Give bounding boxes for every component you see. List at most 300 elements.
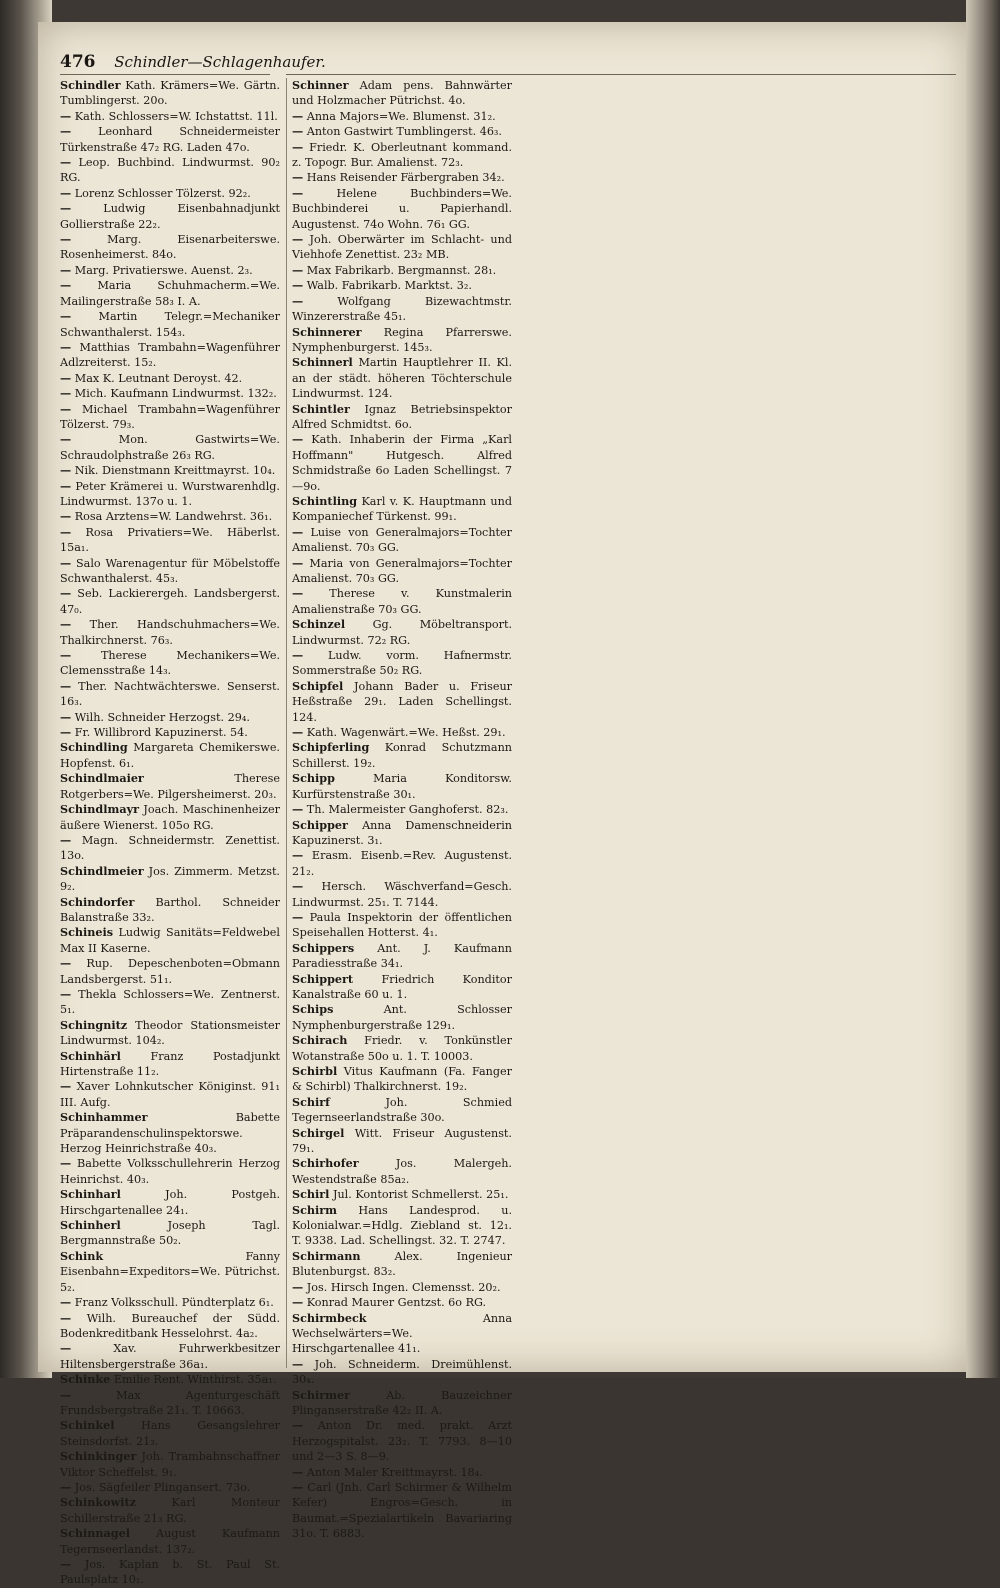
entry-surname: — bbox=[292, 524, 304, 539]
entry-surname: Schinherl bbox=[60, 1218, 121, 1233]
directory-entry bbox=[292, 1203, 512, 1249]
entry-details: Rup. Depeschenboten=Obmann Landsbergerst. 51₁. bbox=[60, 957, 280, 986]
directory-entry bbox=[60, 1187, 280, 1218]
entry-details: Friedrich Konditor Kanalstraße 60 u. 1. bbox=[292, 972, 512, 1001]
entry-details: Jos. Malergeh. Westendstraße 85a₂. bbox=[292, 1157, 512, 1186]
directory-entry bbox=[60, 1526, 280, 1557]
entry-details: Anton Gastwirt Tumblingerst. 46₃. bbox=[303, 125, 502, 139]
entry-details: Ant. Schlosser Nymphenburgerstraße 129₁. bbox=[292, 1003, 512, 1032]
entry-surname: — bbox=[292, 232, 304, 247]
entry-surname: — bbox=[292, 1479, 304, 1494]
entry-surname: Schippers bbox=[292, 940, 355, 955]
entry-details: Alex. Ingenieur Blutenburgst. 83₂. bbox=[292, 1249, 512, 1279]
directory-entry bbox=[292, 1418, 512, 1464]
entry-surname: Schirmann bbox=[292, 1248, 361, 1263]
entry-details: Franz Volksschull. Pündterplatz 6₁. bbox=[71, 1296, 274, 1310]
entry-surname: Schindling bbox=[60, 740, 128, 755]
entry-details: Kath. Wagenwärt.=We. Heßst. 29₁. bbox=[303, 726, 506, 740]
directory-entry bbox=[292, 1033, 512, 1064]
entry-surname: — bbox=[60, 956, 72, 971]
entry-surname: Schintling bbox=[292, 493, 358, 508]
entry-details: Babette Volksschullehrerin Herzog Heinrichst. 40₃. bbox=[60, 1157, 280, 1186]
entry-details: Babette Präparandenschulinspektorswe. Herzog Heinrichstraße 40₃. bbox=[60, 1111, 280, 1156]
entry-details: Xaver Lohnkutscher Königinst. 91₁ III. Aufg. bbox=[60, 1080, 280, 1109]
entry-details: Martin Telegr.=Mechaniker Schwanthalerst. 154₃. bbox=[60, 310, 280, 339]
entry-details: Carl (Jnh. Carl Schirmer & Wilhelm Kefer) Engros=Gesch. in Baumat.=Spezialartikeln Bavariaring 31o. T. 6883. bbox=[292, 1480, 512, 1541]
entry-surname: — bbox=[60, 108, 72, 123]
header-rule-left bbox=[60, 74, 270, 75]
entry-details: Konrad Maurer Gentzst. 6o RG. bbox=[303, 1296, 487, 1310]
entry-details: Max Agenturgeschäft Frundsbergstraße 21₁. T. 10663. bbox=[60, 1388, 280, 1417]
entry-surname: Schindlmaier bbox=[60, 771, 144, 786]
entry-details: Matthias Trambahn=Wagenführer Adlzreiterst. 15₂. bbox=[60, 340, 280, 370]
entry-surname: Schinkowitz bbox=[60, 1495, 137, 1510]
entry-details: Joach. Maschinenheizer äußere Wienerst. 105o RG. bbox=[60, 803, 280, 832]
directory-entry bbox=[60, 864, 280, 895]
entry-surname: — bbox=[60, 1387, 72, 1402]
entry-surname: — bbox=[292, 293, 304, 308]
directory-entry bbox=[60, 1311, 280, 1342]
entry-details: Anton Maler Kreittmayrst. 18₄. bbox=[303, 1465, 483, 1479]
entry-details: Magn. Schneidermstr. Zenettist. 13o. bbox=[60, 833, 280, 863]
directory-entry bbox=[60, 340, 280, 371]
running-head: Schindler—Schlagenhaufer. bbox=[114, 53, 326, 71]
entry-details: Johann Bader u. Friseur Heßstraße 29₁. Laden Schellingst. 124. bbox=[292, 679, 512, 724]
directory-entry bbox=[60, 1372, 280, 1387]
entry-details: Xav. Fuhrwerkbesitzer Hiltensbergerstraße 36a₁. bbox=[60, 1342, 280, 1371]
entry-surname: Schirf bbox=[292, 1094, 330, 1109]
directory-entry bbox=[292, 124, 512, 139]
entry-details: Mon. Gastwirts=We. Schraudolphstraße 26₃ RG. bbox=[60, 433, 280, 462]
entry-surname: — bbox=[60, 648, 72, 663]
directory-entry bbox=[292, 1480, 512, 1542]
directory-entry bbox=[60, 309, 280, 340]
directory-entry bbox=[292, 771, 512, 802]
page-header bbox=[60, 52, 326, 72]
entry-details: Franz Postadjunkt Hirtenstraße 11₂. bbox=[60, 1049, 280, 1078]
directory-entry bbox=[292, 186, 512, 232]
entry-surname: Schinnagel bbox=[60, 1526, 130, 1541]
entry-surname: — bbox=[60, 232, 72, 247]
directory-column-2 bbox=[292, 78, 512, 1542]
entry-details: Paula Inspektorin der öffentlichen Speisehallen Hotterst. 4₁. bbox=[292, 910, 512, 940]
entry-details: Margareta Chemikerswe. Hopfenst. 6₁. bbox=[60, 741, 280, 770]
directory-entry bbox=[60, 386, 280, 401]
entry-details: Maria von Generalmajors=Tochter Amalienst. 70₃ GG. bbox=[292, 556, 512, 585]
entry-surname: Schinnerl bbox=[292, 355, 353, 370]
directory-entry bbox=[292, 1311, 512, 1357]
entry-surname: Schirmer bbox=[292, 1387, 351, 1402]
entry-details: Hans Landesprod. u. Kolonialwar.=Hdlg. Ziebland st. 12₁. T. 9338. Lad. Schellingst. 32. T. 2747. bbox=[292, 1203, 512, 1248]
entry-surname: — bbox=[292, 586, 304, 601]
directory-entry bbox=[60, 895, 280, 926]
directory-entry bbox=[60, 479, 280, 510]
entry-surname: — bbox=[60, 709, 72, 724]
entry-details: Fanny Eisenbahn=Expeditors=We. Pütrichst. 5₂. bbox=[60, 1249, 280, 1294]
entry-details: Fr. Willibrord Kapuzinerst. 54. bbox=[71, 726, 248, 740]
entry-surname: — bbox=[60, 1479, 72, 1494]
directory-entry bbox=[60, 278, 280, 309]
entry-surname: — bbox=[292, 879, 304, 894]
directory-entry bbox=[60, 740, 280, 771]
directory-entry bbox=[60, 925, 280, 956]
entry-surname: Schirbl bbox=[292, 1064, 338, 1078]
entry-surname: — bbox=[60, 524, 72, 539]
entry-details: Salo Warenagentur für Möbelstoffe Schwanthalerst. 45₃. bbox=[60, 556, 280, 585]
directory-entry bbox=[292, 1465, 512, 1480]
entry-surname: Schindorfer bbox=[60, 894, 135, 909]
entry-details: Leop. Buchbind. Lindwurmst. 90₂ RG. bbox=[60, 156, 280, 185]
entry-details: Wolfgang Bizewachtmstr. Winzererstraße 45₁. bbox=[292, 294, 512, 324]
entry-surname: — bbox=[60, 1310, 72, 1325]
directory-entry bbox=[60, 263, 280, 278]
directory-entry bbox=[60, 1156, 280, 1187]
directory-entry bbox=[60, 1295, 280, 1310]
directory-entry bbox=[292, 294, 512, 325]
directory-entry bbox=[60, 1249, 280, 1295]
entry-surname: Schips bbox=[292, 1002, 334, 1017]
entry-details: Nik. Dienstmann Kreittmayrst. 10₄. bbox=[71, 464, 276, 478]
directory-entry bbox=[292, 586, 512, 617]
directory-entry bbox=[60, 463, 280, 478]
directory-entry bbox=[292, 402, 512, 433]
entry-surname: Schinhärl bbox=[60, 1048, 121, 1063]
directory-entry bbox=[292, 525, 512, 556]
entry-surname: — bbox=[60, 155, 72, 170]
entry-details: Gg. Möbeltransport. Lindwurmst. 72₂ RG. bbox=[292, 618, 512, 647]
entry-surname: — bbox=[292, 262, 304, 277]
entry-surname: — bbox=[292, 278, 304, 293]
entry-details: Lorenz Schlosser Tölzerst. 92₂. bbox=[71, 186, 251, 200]
entry-surname: Schinke bbox=[60, 1372, 111, 1387]
directory-entry bbox=[60, 1110, 280, 1156]
directory-entry bbox=[292, 556, 512, 587]
entry-surname: Schinharl bbox=[60, 1187, 121, 1202]
entry-details: Therese Mechanikers=We. Clemensstraße 14₃. bbox=[60, 649, 280, 678]
entry-details: Therese v. Kunstmalerin Amalienstraße 70₃ GG. bbox=[292, 587, 512, 616]
entry-details: Thekla Schlossers=We. Zentnerst. 5₁. bbox=[60, 987, 280, 1017]
entry-surname: — bbox=[60, 1557, 72, 1571]
directory-entry bbox=[60, 679, 280, 710]
directory-entry bbox=[292, 1156, 512, 1187]
entry-details: Friedr. K. Oberleutnant kommand. z. Topogr. Bur. Amalienst. 72₃. bbox=[292, 140, 512, 170]
entry-details: Max K. Leutnant Deroyst. 42. bbox=[71, 371, 243, 385]
entry-surname: — bbox=[60, 478, 72, 493]
page-right-edge bbox=[966, 0, 1000, 1378]
entry-details: Marg. Eisenarbeiterswe. Rosenheimerst. 84o. bbox=[60, 233, 280, 262]
entry-surname: Schinhammer bbox=[60, 1110, 148, 1125]
entry-surname: — bbox=[292, 108, 304, 123]
directory-entry bbox=[292, 1002, 512, 1033]
entry-surname: Schippert bbox=[292, 971, 354, 986]
directory-entry bbox=[60, 402, 280, 433]
directory-entry bbox=[292, 1064, 512, 1095]
directory-entry bbox=[60, 1495, 280, 1526]
entry-surname: Schinzel bbox=[292, 617, 346, 632]
entry-surname: Schindler bbox=[60, 78, 121, 92]
directory-entry bbox=[292, 725, 512, 740]
directory-entry bbox=[60, 201, 280, 232]
entry-surname: — bbox=[292, 124, 304, 139]
entry-surname: Schink bbox=[60, 1248, 104, 1263]
directory-entry bbox=[292, 740, 512, 771]
entry-surname: Schirhofer bbox=[292, 1156, 359, 1171]
entry-surname: — bbox=[292, 909, 304, 924]
directory-entry bbox=[292, 232, 512, 263]
directory-entry bbox=[292, 648, 512, 679]
directory-entry bbox=[60, 1079, 280, 1110]
directory-entry bbox=[292, 1187, 512, 1202]
directory-entry bbox=[292, 1280, 512, 1295]
entry-surname: — bbox=[60, 1079, 72, 1094]
entry-details: Hans Reisender Färbergraben 34₂. bbox=[303, 171, 505, 185]
directory-entry bbox=[60, 802, 280, 833]
entry-details: Regina Pfarrerswe. Nymphenburgerst. 145₃. bbox=[292, 325, 512, 354]
entry-details: Martin Hauptlehrer II. Kl. an der städt. höheren Töchterschule Lindwurmst. 124. bbox=[292, 356, 512, 401]
entry-details: Rosa Privatiers=We. Häberlst. 15a₁. bbox=[60, 525, 280, 555]
entry-surname: Schipferling bbox=[292, 740, 370, 755]
entry-surname: Schindlmeier bbox=[60, 863, 144, 878]
entry-details: August Kaufmann Tegernseerlandst. 137₂. bbox=[60, 1527, 280, 1556]
directory-entry bbox=[292, 1249, 512, 1280]
entry-surname: — bbox=[292, 432, 304, 447]
entry-details: Peter Krämerei u. Wurstwarenhdlg. Lindwurmst. 137o u. 1. bbox=[60, 479, 280, 508]
directory-entry bbox=[292, 1357, 512, 1388]
entry-details: Witt. Friseur Augustenst. 79₁. bbox=[292, 1126, 512, 1156]
entry-details: Ther. Nachtwächterswe. Senserst. 16₃. bbox=[60, 679, 280, 709]
entry-surname: — bbox=[60, 586, 72, 601]
directory-entry bbox=[292, 617, 512, 648]
directory-entry bbox=[292, 494, 512, 525]
entry-details: Joh. Trambahnschaffner Viktor Scheffelst. 9₁. bbox=[60, 1450, 280, 1479]
entry-surname: Schipp bbox=[292, 771, 335, 786]
directory-entry bbox=[60, 1341, 280, 1372]
entry-surname: Schirl bbox=[292, 1187, 330, 1202]
entry-details: Barthol. Schneider Balanstraße 33₂. bbox=[60, 895, 280, 924]
entry-details: Kath. Krämers=We. Gärtn. Tumblingerst. 20o. bbox=[60, 79, 280, 108]
entry-surname: — bbox=[60, 432, 72, 447]
entry-details: Vitus Kaufmann (Fa. Fanger & Schirbl) Thalkirchnerst. 19₂. bbox=[292, 1065, 512, 1094]
entry-surname: Schirgel bbox=[292, 1125, 345, 1140]
directory-entry bbox=[60, 109, 280, 124]
directory-entry bbox=[292, 879, 512, 910]
directory-entry bbox=[60, 432, 280, 463]
entry-details: Maria Schuhmacherm.=We. Mailingerstraße 58₃ I. A. bbox=[60, 279, 280, 308]
directory-entry bbox=[292, 432, 512, 494]
directory-entry bbox=[60, 1449, 280, 1480]
directory-entry bbox=[292, 941, 512, 972]
directory-entry bbox=[60, 371, 280, 386]
entry-details: Emilie Rent. Winthirst. 35a₁. bbox=[110, 1373, 277, 1387]
entry-details: Ther. Handschuhmachers=We. Thalkirchnerst. 76₃. bbox=[60, 618, 280, 647]
column-divider bbox=[286, 78, 287, 1368]
entry-surname: — bbox=[60, 986, 72, 1001]
entry-details: Walb. Fabrikarb. Marktst. 3₂. bbox=[303, 279, 472, 293]
directory-entry bbox=[60, 833, 280, 864]
entry-surname: Schintler bbox=[292, 401, 350, 416]
directory-entry bbox=[60, 232, 280, 263]
entry-surname: Schineis bbox=[60, 925, 114, 940]
entry-surname: — bbox=[60, 309, 72, 324]
entry-surname: Schirach bbox=[292, 1033, 348, 1048]
directory-column-1 bbox=[60, 78, 280, 1588]
entry-surname: — bbox=[292, 170, 304, 185]
directory-entry bbox=[292, 278, 512, 293]
directory-entry bbox=[60, 617, 280, 648]
directory-entry bbox=[292, 1095, 512, 1126]
entry-surname: — bbox=[292, 1295, 304, 1310]
entry-surname: — bbox=[60, 1295, 72, 1310]
entry-details: Jul. Kontorist Schmellerst. 25₁. bbox=[329, 1188, 509, 1202]
directory-entry bbox=[60, 1480, 280, 1495]
directory-entry bbox=[292, 1388, 512, 1419]
entry-details: Michael Trambahn=Wagenführer Tölzerst. 79₃. bbox=[60, 402, 280, 431]
entry-details: Hans Gesangslehrer Steinsdorfst. 21₃. bbox=[60, 1419, 280, 1448]
directory-entry bbox=[60, 710, 280, 725]
entry-details: Hersch. Wäschverfand=Gesch. Lindwurmst. 25₁. T. 7144. bbox=[292, 880, 512, 909]
entry-details: Anna Damenschneiderin Kapuzinerst. 3₁. bbox=[292, 818, 512, 847]
entry-surname: — bbox=[292, 848, 304, 863]
entry-surname: Schirmbeck bbox=[292, 1310, 367, 1325]
entry-details: Ab. Bauzeichner Plinganserstraße 42₂ II. A. bbox=[292, 1388, 512, 1417]
directory-entry bbox=[60, 648, 280, 679]
entry-surname: — bbox=[60, 185, 72, 200]
directory-entry bbox=[292, 140, 512, 171]
entry-details: Wilh. Schneider Herzogst. 29₄. bbox=[71, 710, 250, 724]
entry-details: Max Fabrikarb. Bergmannst. 28₁. bbox=[303, 263, 497, 277]
directory-entry bbox=[60, 725, 280, 740]
directory-entry bbox=[60, 1388, 280, 1419]
entry-surname: — bbox=[292, 1279, 304, 1294]
entry-details: Mich. Kaufmann Lindwurmst. 132₂. bbox=[71, 387, 277, 401]
directory-entry bbox=[60, 1418, 280, 1449]
entry-details: Jos. Hirsch Ingen. Clemensst. 20₂. bbox=[303, 1280, 501, 1294]
entry-surname: Schindlmayr bbox=[60, 802, 139, 817]
entry-details: Joh. Schmied Tegernseerlandstraße 30o. bbox=[292, 1095, 512, 1125]
directory-entry bbox=[60, 186, 280, 201]
directory-entry bbox=[292, 109, 512, 124]
entry-details: Kath. Inhaberin der Firma „Karl Hoffmann" Hutgesch. Alfred Schmidstraße 6o Laden Schellingst. 7—9o. bbox=[292, 433, 512, 493]
entry-surname: — bbox=[292, 185, 304, 200]
entry-details: Ignaz Betriebsinspektor Alfred Schmidtst. 6o. bbox=[292, 402, 512, 431]
directory-entry bbox=[60, 155, 280, 186]
entry-details: Th. Malermeister Ganghoferst. 82₃. bbox=[303, 803, 509, 817]
entry-details: Anna Wechselwärters=We. Hirschgartenallee 41₁. bbox=[292, 1311, 512, 1356]
directory-entry bbox=[292, 355, 512, 401]
page-number: 476 bbox=[60, 52, 96, 72]
entry-surname: Schipfel bbox=[292, 678, 344, 693]
directory-entry bbox=[60, 771, 280, 802]
entry-details: Theodor Stationsmeister Lindwurmst. 104₂. bbox=[60, 1018, 280, 1048]
entry-details: Friedr. v. Tonkünstler Wotanstraße 50o u. 1. T. 10003. bbox=[292, 1034, 512, 1063]
directory-entry bbox=[60, 1049, 280, 1080]
directory-entry bbox=[60, 1218, 280, 1249]
directory-entry bbox=[292, 1126, 512, 1157]
entry-surname: — bbox=[60, 555, 72, 570]
entry-details: Jos. Sägfeiler Plingansert. 73o. bbox=[71, 1480, 251, 1494]
directory-entry bbox=[292, 263, 512, 278]
entry-details: Joh. Oberwärter im Schlacht- und Viehhofe Zenettist. 23₂ MB. bbox=[292, 233, 512, 262]
entry-details: Therese Rotgerbers=We. Pilgersheimerst. 20₃. bbox=[60, 772, 280, 801]
entry-surname: — bbox=[60, 386, 72, 401]
entry-surname: Schipper bbox=[292, 817, 348, 832]
entry-surname: — bbox=[60, 124, 72, 139]
entry-details: Anton Dr. med. prakt. Arzt Herzogspitalst. 23₂. T. 7793. 8—10 und 2—3 S. 8—9. bbox=[292, 1419, 512, 1464]
directory-entry bbox=[60, 525, 280, 556]
entry-surname: — bbox=[292, 648, 304, 663]
entry-surname: — bbox=[292, 1418, 304, 1433]
entry-surname: — bbox=[292, 139, 304, 154]
entry-details: Jos. Kaplan b. St. Paul St. Paulsplatz 10₁. bbox=[60, 1558, 280, 1587]
entry-surname: — bbox=[60, 617, 72, 632]
entry-details: Jos. Zimmerm. Metzst. 9₂. bbox=[60, 864, 280, 894]
entry-details: Erasm. Eisenb.=Rev. Augustenst. 21₂. bbox=[292, 849, 512, 878]
entry-details: Ludw. vorm. Hafnermstr. Sommerstraße 50₂ RG. bbox=[292, 649, 512, 678]
entry-surname: — bbox=[292, 1356, 304, 1371]
entry-details: Kath. Schlossers=W. Ichstattst. 11l. bbox=[71, 109, 278, 123]
directory-entry bbox=[292, 325, 512, 356]
entry-surname: — bbox=[60, 832, 72, 847]
directory-entry bbox=[292, 818, 512, 849]
entry-surname: Schirm bbox=[292, 1202, 338, 1217]
entry-details: Marg. Privatierswe. Auenst. 2₃. bbox=[71, 263, 253, 277]
entry-details: Maria Konditorsw. Kurfürstenstraße 30₁. bbox=[292, 772, 512, 801]
entry-surname: — bbox=[60, 509, 72, 524]
directory-entry bbox=[292, 910, 512, 941]
directory-entry bbox=[292, 802, 512, 817]
header-rule-right bbox=[286, 74, 956, 75]
entry-details: Seb. Lackierergeh. Landsbergerst. 47₀. bbox=[60, 587, 280, 616]
entry-details: Wilh. Bureauchef der Südd. Bodenkreditbank Hesselohrst. 4a₂. bbox=[60, 1311, 280, 1340]
entry-surname: — bbox=[60, 463, 72, 478]
directory-entry bbox=[292, 78, 512, 109]
entry-surname: — bbox=[60, 278, 72, 293]
entry-details: Leonhard Schneidermeister Türkenstraße 47₂ RG. Laden 47o. bbox=[60, 125, 280, 154]
directory-entry bbox=[292, 848, 512, 879]
directory-entry bbox=[60, 124, 280, 155]
entry-details: Konrad Schutzmann Schillerst. 19₂. bbox=[292, 741, 512, 770]
directory-entry bbox=[60, 509, 280, 524]
entry-surname: Schinnerer bbox=[292, 324, 362, 339]
entry-surname: — bbox=[60, 678, 72, 693]
entry-details: Karl v. K. Hauptmann und Kompaniechef Türkenst. 99₁. bbox=[292, 494, 512, 524]
directory-entry bbox=[60, 1557, 280, 1588]
directory-entry bbox=[60, 956, 280, 987]
directory-entry bbox=[60, 1018, 280, 1049]
entry-surname: — bbox=[292, 725, 304, 740]
directory-entry bbox=[60, 78, 280, 109]
entry-surname: Schinkel bbox=[60, 1418, 115, 1433]
entry-details: Ant. J. Kaufmann Paradiesstraße 34₁. bbox=[292, 941, 512, 971]
entry-details: Helene Buchbinders=We. Buchbinderei u. Papierhandl. Augustenst. 74o Wohn. 76₁ GG. bbox=[292, 186, 512, 231]
entry-details: Adam pens. Bahnwärter und Holzmacher Pütrichst. 4o. bbox=[292, 79, 512, 108]
entry-surname: — bbox=[60, 262, 72, 277]
entry-surname: Schinner bbox=[292, 78, 349, 92]
entry-surname: — bbox=[60, 401, 72, 416]
entry-details: Karl Monteur Schillerstraße 21₃ RG. bbox=[60, 1496, 280, 1525]
directory-entry bbox=[292, 170, 512, 185]
entry-surname: — bbox=[60, 725, 72, 740]
directory-entry bbox=[60, 556, 280, 587]
entry-details: Anna Majors=We. Blumenst. 31₂. bbox=[303, 109, 496, 123]
entry-details: Joseph Tagl. Bergmannstraße 50₂. bbox=[60, 1219, 280, 1248]
entry-surname: — bbox=[292, 555, 304, 570]
entry-details: Ludwig Sanitäts=Feldwebel Max II Kaserne. bbox=[60, 926, 280, 955]
entry-surname: — bbox=[60, 370, 72, 385]
entry-surname: Schingnitz bbox=[60, 1017, 128, 1032]
entry-surname: — bbox=[60, 339, 72, 354]
entry-surname: Schinkinger bbox=[60, 1449, 137, 1464]
